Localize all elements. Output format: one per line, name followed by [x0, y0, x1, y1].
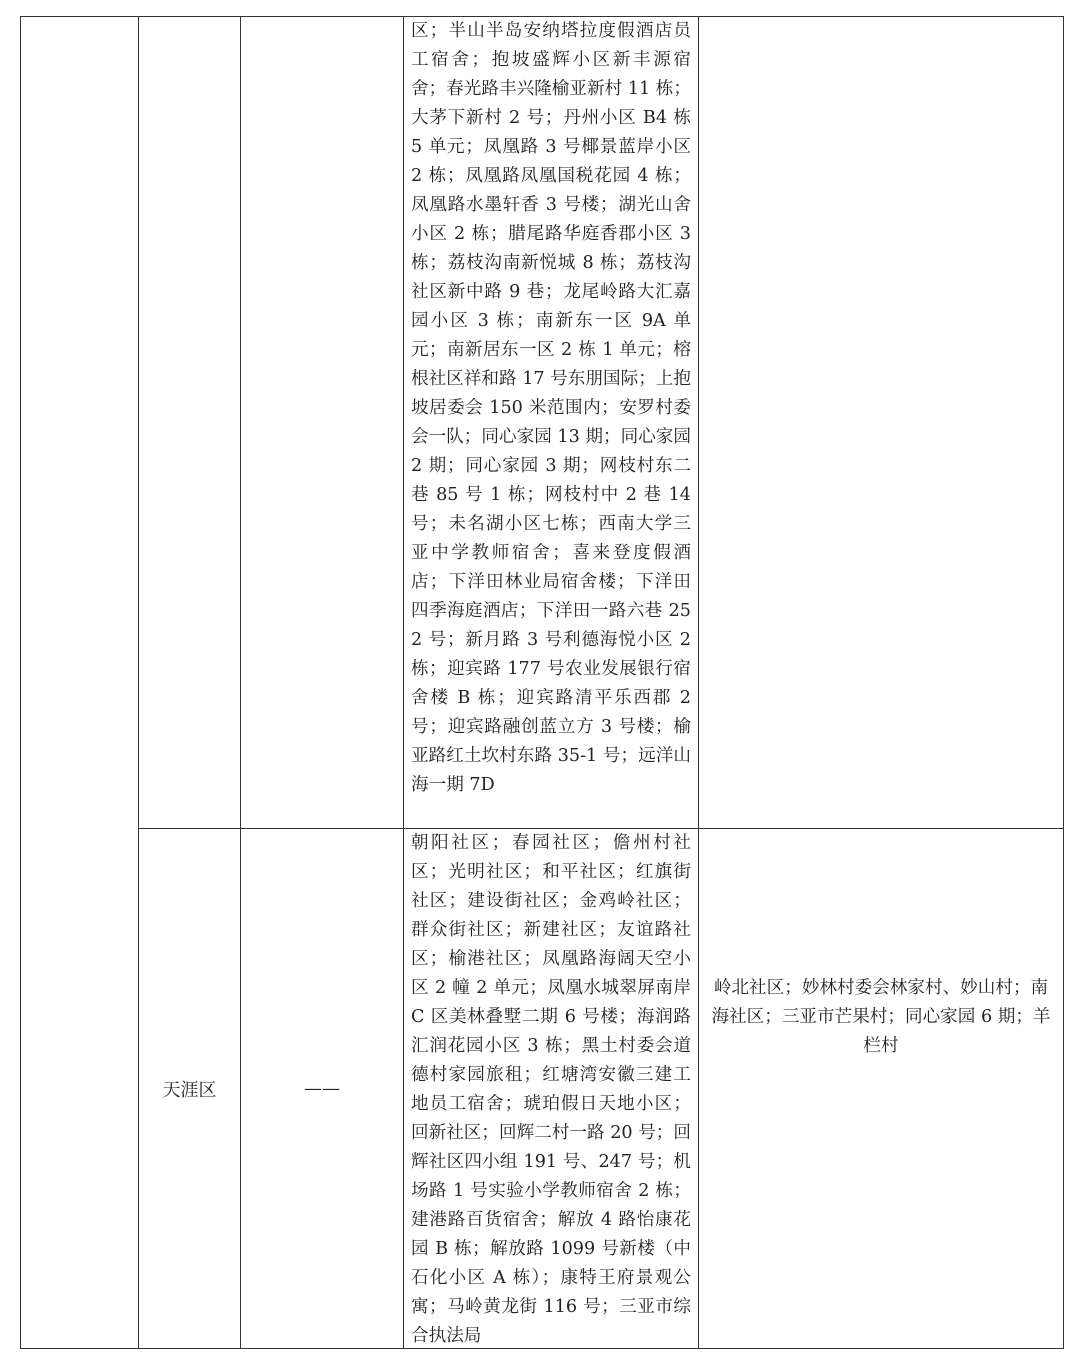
- table-border-left: [20, 16, 21, 1349]
- table-row-1-addresses: 区；半山半岛安纳塔拉度假酒店员工宿舍；抱坡盛辉小区新丰源宿舍；春光路丰兴隆榆亚新村 11 栋；大茅下新村 2 号；丹州小区 B4 栋 5 单元；凤凰路 3 号椰景蓝岸小区 2 栋；凤凰路凤凰国税花园 4 栋；凤凰路水墨轩香 3 号楼；湖光山舍小区 2 栋；腊尾路华庭香郡小区 3 栋；荔枝沟南新悦城 8 栋；荔枝沟社区新中路 9 巷；龙尾岭路大汇嘉园小区 3 栋；南新东一区 9A 单元；南新居东一区 2 栋 1 单元；榕根社区祥和路 17 号东朋国际；上抱坡居委会 150 米范围内；安罗村委会一队；同心家园 13 期；同心家园 2 期；同心家园 3 期；网枝村东二巷 85 号 1 栋；网枝村中 2 巷 14 号；未名湖小区七栋；西南大学三亚中学教师宿舍；喜来登度假酒店；下洋田林业局宿舍楼；下洋田四季海庭酒店；下洋田一路六巷 252 号；新月路 3 号利德海悦小区 2 栋；迎宾路 177 号农业发展银行宿舍楼 B 栋；迎宾路清平乐西郡 2 号；迎宾路融创蓝立方 3 号楼；榆亚路红土坎村东路 35-1 号；远洋山海一期 7D: [411, 21, 691, 795]
- table-col-divider-3: [403, 16, 404, 1349]
- table-row-2-district: [139, 829, 240, 1348]
- district-name: 天涯区: [162, 1079, 217, 1101]
- table-row-2-col3: [241, 829, 403, 1348]
- table-row-2-right-cell: [699, 829, 1063, 1348]
- table-border-right: [1063, 16, 1064, 1349]
- table-row-2-right-text: 岭北社区；妙林村委会林家村、妙山村；南海社区；三亚市芒果村；同心家园 6 期；羊栏村: [711, 978, 1051, 1056]
- col3-dash: ——: [304, 1078, 340, 1099]
- table-row-2-addresses: 朝阳社区；春园社区；儋州村社区；光明社区；和平社区；红旗街社区；建设街社区；金鸡岭社区；群众街社区；新建社区；友谊路社区；榆港社区；凤凰路海阔天空小区 2 幢 2 单元；凤凰水城翠屏南岸 C 区美林叠墅二期 6 号楼；海润路汇润花园小区 3 栋；黑土村委会道德村家园旅租；红塘湾安徽三建工地员工宿舍；琥珀假日天地小区；回新社区；回辉二村一路 20 号；回辉社区四小组 191 号、247 号；机场路 1 号实验小学教师宿舍 2 栋；建港路百货宿舍；解放 4 路怡康花园 B 栋；解放路 1099 号新楼（中石化小区 A 栋）；康特王府景观公寓；马岭黄龙街 116 号；三亚市综合执法局: [411, 833, 691, 1346]
- table-border-bottom: [20, 1348, 1064, 1349]
